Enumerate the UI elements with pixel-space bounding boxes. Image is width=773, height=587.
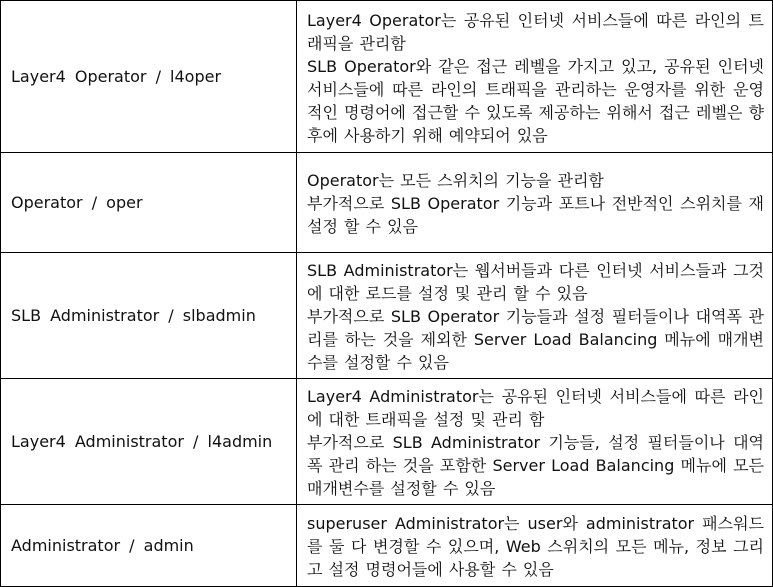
table-row bbox=[1, 505, 773, 587]
role-name-cell: Operator / oper bbox=[1, 153, 297, 253]
description-line: 부가적으로 SLB Operator 기능들과 설정 필터들이나 대역폭 관리를 하는 것을 제외한 Server Load Balancing 메뉴에 매개변수를 설정할 수 있음 bbox=[307, 307, 764, 372]
description-line: 부가적으로 SLB Administrator 기능들, 설정 필터들이나 대역폭 관리 하는 것을 포함한 Server Load Balancing 메뉴에 모든 매개변수를 설정할 수 있음 bbox=[307, 433, 764, 498]
role-description-cell bbox=[297, 379, 773, 505]
role-name-cell: SLB Administrator / slbadmin bbox=[1, 253, 297, 379]
role-name-cell: Administrator / admin bbox=[1, 505, 297, 587]
description-line: 부가적으로 SLB Operator 기능과 포트나 전반적인 스위치를 재설정 할 수 있음 bbox=[307, 194, 764, 236]
description-line: Operator는 모든 스위치의 기능을 관리함 bbox=[307, 171, 604, 190]
table-row bbox=[1, 253, 773, 379]
table-row bbox=[1, 379, 773, 505]
table-row bbox=[1, 1, 773, 153]
description-line: SLB Operator와 같은 접근 레벨을 가지고 있고, 공유된 인터넷 서비스들에 따른 라인의 트래픽을 관리하는 운영자를 위한 운영적인 명령어에 접근할 수 있도록 제공하는 위해서 접근 레벨은 향후에 사용하기 위해 예약되어 있음 bbox=[307, 56, 764, 145]
description-line: Layer4 Administrator는 공유된 인터넷 서비스들에 따른 라인에 대한 트래픽을 설정 및 관리 함 bbox=[307, 387, 764, 429]
role-description-cell bbox=[297, 1, 773, 153]
table-row bbox=[1, 153, 773, 253]
description-line: Layer4 Operator는 공유된 인터넷 서비스들에 따른 라인의 트래픽을 관리함 bbox=[307, 10, 764, 53]
role-description-cell bbox=[297, 505, 773, 587]
role-name-cell: Layer4 Administrator / l4admin bbox=[1, 379, 297, 505]
role-description-cell bbox=[297, 253, 773, 379]
role-name-cell: Layer4 Operator / l4oper bbox=[1, 1, 297, 153]
role-description-cell bbox=[297, 153, 773, 253]
description-line: superuser Administrator는 user와 administrator 패스워드를 둘 다 변경할 수 있으며, Web 스위치의 모든 메뉴, 정보 그리고 설정 명령어들에 사용할 수 있음 bbox=[307, 514, 764, 579]
description-line: SLB Administrator는 웹서버들과 다른 인터넷 서비스들과 그것에 대한 로드를 설정 및 관리 할 수 있음 bbox=[307, 261, 764, 303]
